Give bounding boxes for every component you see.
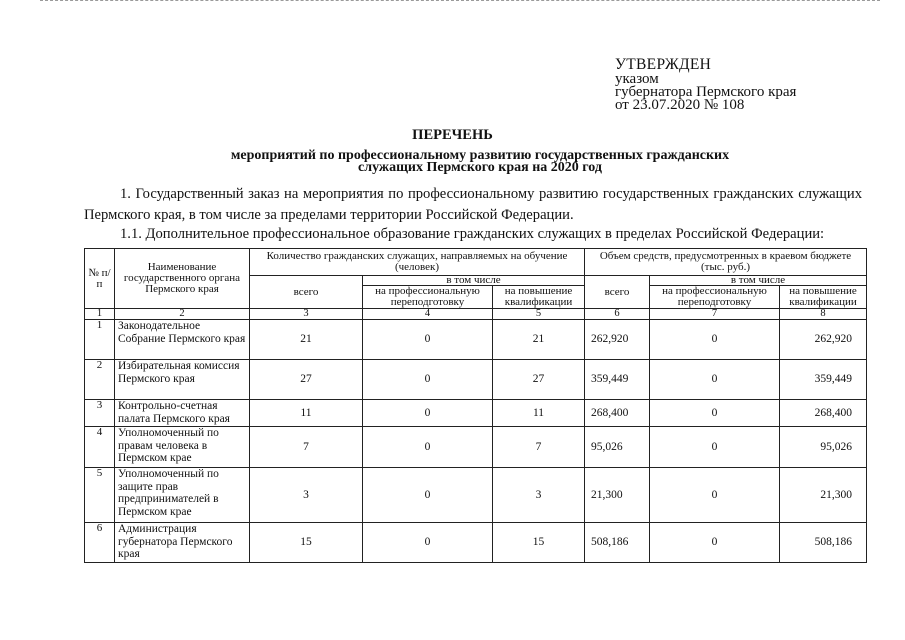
row-number: 6 <box>85 523 115 563</box>
qty-total: 7 <box>250 427 363 468</box>
column-number-row <box>85 309 867 320</box>
subtitle-line-2: служащих Пермского края на 2020 год <box>358 160 602 175</box>
table-row <box>85 320 867 360</box>
header-qty-total: всего <box>250 276 363 309</box>
training-table <box>84 248 867 563</box>
organ-name: Законодательное Собрание Пермского края <box>115 320 250 360</box>
budget-qualification: 95,026 <box>780 427 867 468</box>
budget-total: 21,300 <box>585 468 650 523</box>
header-qty-retraining: на профессиональную переподготовку <box>363 286 493 309</box>
budget-qualification: 508,186 <box>780 523 867 563</box>
header-budget-retraining: на профессиональную переподготовку <box>650 286 780 309</box>
header-name: Наименование государственного органа Пермского края <box>115 249 250 309</box>
top-scan-border <box>40 0 880 3</box>
header-num: № п/п <box>85 249 115 309</box>
header-budget-group: Объем средств, предусмотренных в краевом бюджете (тыс. руб.) <box>585 249 867 276</box>
qty-qualification: 7 <box>493 427 585 468</box>
column-number: 8 <box>780 309 867 320</box>
approval-line-decree: указом <box>615 71 659 87</box>
organ-name: Уполномоченный по правам человека в Пермском крае <box>115 427 250 468</box>
budget-total: 95,026 <box>585 427 650 468</box>
table-row <box>85 427 867 468</box>
qty-retraining: 0 <box>363 320 493 360</box>
qty-qualification: 21 <box>493 320 585 360</box>
budget-qualification: 359,449 <box>780 360 867 400</box>
header-qty-qualification: на повышение квалификации <box>493 286 585 309</box>
document-title: ПЕРЕЧЕНЬ <box>412 127 493 143</box>
budget-retraining: 0 <box>650 468 780 523</box>
budget-retraining: 0 <box>650 427 780 468</box>
qty-qualification: 27 <box>493 360 585 400</box>
budget-total: 268,400 <box>585 400 650 427</box>
budget-qualification: 268,400 <box>780 400 867 427</box>
row-number: 5 <box>85 468 115 523</box>
qty-qualification: 15 <box>493 523 585 563</box>
budget-total: 262,920 <box>585 320 650 360</box>
table-row <box>85 360 867 400</box>
qty-total: 11 <box>250 400 363 427</box>
qty-retraining: 0 <box>363 400 493 427</box>
row-number: 4 <box>85 427 115 468</box>
table-row <box>85 468 867 523</box>
header-qty-group: Количество гражданских служащих, направляемых на обучение (человек) <box>250 249 585 276</box>
budget-retraining: 0 <box>650 400 780 427</box>
header-budget-including: в том числе <box>650 276 867 286</box>
qty-retraining: 0 <box>363 468 493 523</box>
paragraph-1: 1. Государственный заказ на мероприятия по профессиональному развитию государственных гражданских служащих Пермского края, в том числе за пределами территории Российской Федерации. <box>84 186 862 223</box>
row-number: 3 <box>85 400 115 427</box>
column-number: 2 <box>115 309 250 320</box>
column-number: 1 <box>85 309 115 320</box>
qty-total: 15 <box>250 523 363 563</box>
qty-qualification: 11 <box>493 400 585 427</box>
document-subtitle <box>0 150 905 174</box>
budget-total: 359,449 <box>585 360 650 400</box>
column-number: 4 <box>363 309 493 320</box>
row-number: 1 <box>85 320 115 360</box>
header-budget-total: всего <box>585 276 650 309</box>
budget-retraining: 0 <box>650 320 780 360</box>
qty-qualification: 3 <box>493 468 585 523</box>
table-row <box>85 523 867 563</box>
budget-retraining: 0 <box>650 360 780 400</box>
budget-qualification: 21,300 <box>780 468 867 523</box>
column-number: 5 <box>493 309 585 320</box>
row-number: 2 <box>85 360 115 400</box>
organ-name: Контрольно-счетная палата Пермского края <box>115 400 250 427</box>
subtitle-line-1: мероприятий по профессиональному развитию государственных гражданских <box>230 148 730 163</box>
qty-total: 27 <box>250 360 363 400</box>
approval-heading: УТВЕРЖДЕН <box>615 56 712 73</box>
header-budget-qualification: на повышение квалификации <box>780 286 867 309</box>
organ-name: Избирательная комиссия Пермского края <box>115 360 250 400</box>
paragraph-1-1: 1.1. Дополнительное профессиональное образование гражданских служащих в пределах Российской Федерации: <box>120 226 825 242</box>
approval-line-governor: губернатора Пермского края <box>615 84 797 100</box>
qty-total: 3 <box>250 468 363 523</box>
organ-name: Уполномоченный по защите прав предпринимателей в Пермском крае <box>115 468 250 523</box>
budget-qualification: 262,920 <box>780 320 867 360</box>
column-number: 6 <box>585 309 650 320</box>
column-number: 3 <box>250 309 363 320</box>
qty-retraining: 0 <box>363 427 493 468</box>
table-row <box>85 400 867 427</box>
budget-retraining: 0 <box>650 523 780 563</box>
qty-retraining: 0 <box>363 523 493 563</box>
column-number: 7 <box>650 309 780 320</box>
qty-total: 21 <box>250 320 363 360</box>
approval-line-date: от 23.07.2020 № 108 <box>615 97 745 113</box>
header-qty-including: в том числе <box>363 276 585 286</box>
approval-block <box>615 58 875 112</box>
budget-total: 508,186 <box>585 523 650 563</box>
qty-retraining: 0 <box>363 360 493 400</box>
organ-name: Администрация губернатора Пермского края <box>115 523 250 563</box>
